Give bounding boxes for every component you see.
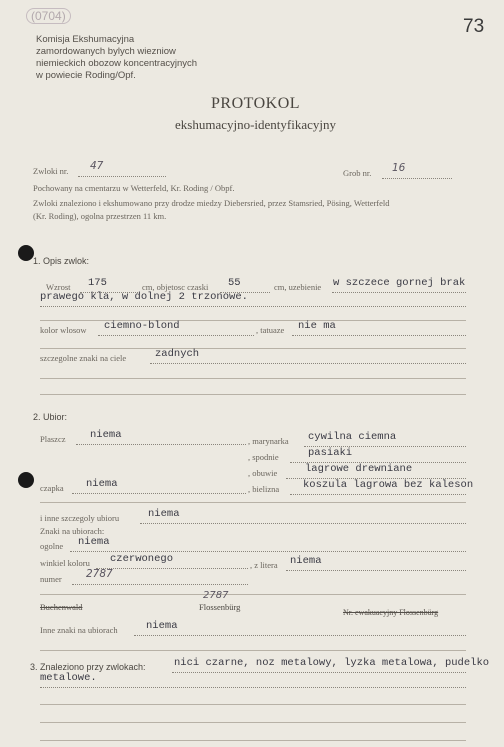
inne-value: niema xyxy=(148,508,180,520)
plaszcz-label: Plaszcz xyxy=(40,434,66,444)
tatuaze-label: , tatuaze xyxy=(256,325,285,335)
uzebienie-value-2: prawego kla, w dolnej 2 trzonowe. xyxy=(40,291,248,303)
bielizna-label: , bielizna xyxy=(248,484,280,494)
section-2-heading: 2. Ubior: xyxy=(33,412,68,422)
znaki-label: szczegolne znaki na ciele xyxy=(40,353,127,363)
header-line-4: w powiecie Roding/Opf. xyxy=(36,70,136,81)
wlosy-label: kolor wlosow xyxy=(40,325,87,335)
spodnie-label: , spodnie xyxy=(248,452,279,462)
section-3-heading: 3. Znaleziono przy zwlokach: xyxy=(30,662,146,672)
header-line-1: Komisja Ekshumacyjna xyxy=(36,34,135,45)
inne-znaki-label: Inne znaki na ubiorach xyxy=(40,625,118,635)
ogolne-label: ogolne xyxy=(40,541,64,551)
bielizna-value: koszula lagrowa bez kaleson xyxy=(303,479,474,491)
winkiel-value: czerwonego xyxy=(110,553,174,565)
obuwie-value: lagrowe drewniane xyxy=(305,463,413,475)
grob-label: Grob nr. xyxy=(343,168,372,178)
header-line-3: niemieckich obozow koncentracyjnych xyxy=(36,58,198,69)
znaki-ubiorach-label: Znaki na ubiorach: xyxy=(40,526,105,536)
pochowany-text: Pochowany na cmentarzu w Wetterfeld, Kr. Roding / Obpf. xyxy=(33,183,235,193)
grob-value: 16 xyxy=(392,162,406,174)
ogolne-value: niema xyxy=(78,536,110,548)
zwloki-value: 47 xyxy=(90,160,104,172)
buchenwald-label: Buchenwald xyxy=(40,602,83,612)
archive-stamp: (0704) xyxy=(26,8,71,24)
marynarka-value: cywilna ciemna xyxy=(308,431,397,443)
uzebienie-value-1: w szczece gornej brak xyxy=(333,277,466,289)
tatuaze-value: nie ma xyxy=(298,320,336,332)
punch-hole-bottom xyxy=(18,472,34,488)
flossenburg-number: 2787 xyxy=(203,590,229,601)
czaska-value: 55 xyxy=(228,277,241,289)
zwloki-location-line-2: (Kr. Roding), ogolna przestrzen 11 km. xyxy=(33,211,167,221)
czaska-label: cm, objetosc czaski xyxy=(142,282,209,292)
marynarka-label: , marynarka xyxy=(248,436,289,446)
flossenburg-label: Flossenbürg xyxy=(199,602,241,612)
header-line-2: zamordowanych bylych wiezniow xyxy=(36,46,176,57)
litera-label: , z litera xyxy=(250,560,278,570)
obuwie-label: , obuwie xyxy=(248,468,278,478)
wlosy-value: ciemno-blond xyxy=(104,320,180,332)
inne-znaki-value: niema xyxy=(146,620,178,632)
czapka-value: niema xyxy=(86,478,118,490)
page-number: 73 xyxy=(463,16,485,37)
zwloki-label: Zwloki nr. xyxy=(33,166,69,176)
inne-label: i inne szczegoly ubioru xyxy=(40,513,120,523)
plaszcz-value: niema xyxy=(90,429,122,441)
zwloki-location-line-1: Zwloki znaleziono i ekshumowano przy drodze miedzy Diebersried, przez Stamsried, Pösing, Wetterfeld xyxy=(33,198,390,208)
znaki-value: zadnych xyxy=(155,348,200,360)
wzrost-value: 175 xyxy=(88,277,107,289)
wzrost-label: Wzrost xyxy=(46,282,71,292)
page-subtitle: ekshumacyjno-identyfikacyjny xyxy=(175,117,337,132)
winkiel-label: winkiel koloru xyxy=(40,558,90,568)
page-title: PROTOKOL xyxy=(211,95,301,112)
punch-hole-top xyxy=(18,245,34,261)
section-3-value-2: metalowe. xyxy=(40,672,97,684)
litera-value: niema xyxy=(290,555,322,567)
numer-value: 2787 xyxy=(86,568,113,580)
numer-label: numer xyxy=(40,574,62,584)
uzebienie-label: cm, uzebienie xyxy=(274,282,322,292)
czapka-label: czapka xyxy=(40,483,64,493)
section-3-value-1: nici czarne, noz metalowy, lyzka metalowa, pudelko xyxy=(174,657,490,669)
ewakuacyjny-label: Nr. ewakuacyjny Flossenbürg xyxy=(343,608,439,617)
section-1-heading: 1. Opis zwlok: xyxy=(33,256,90,266)
spodnie-value: pasiaki xyxy=(308,447,353,459)
